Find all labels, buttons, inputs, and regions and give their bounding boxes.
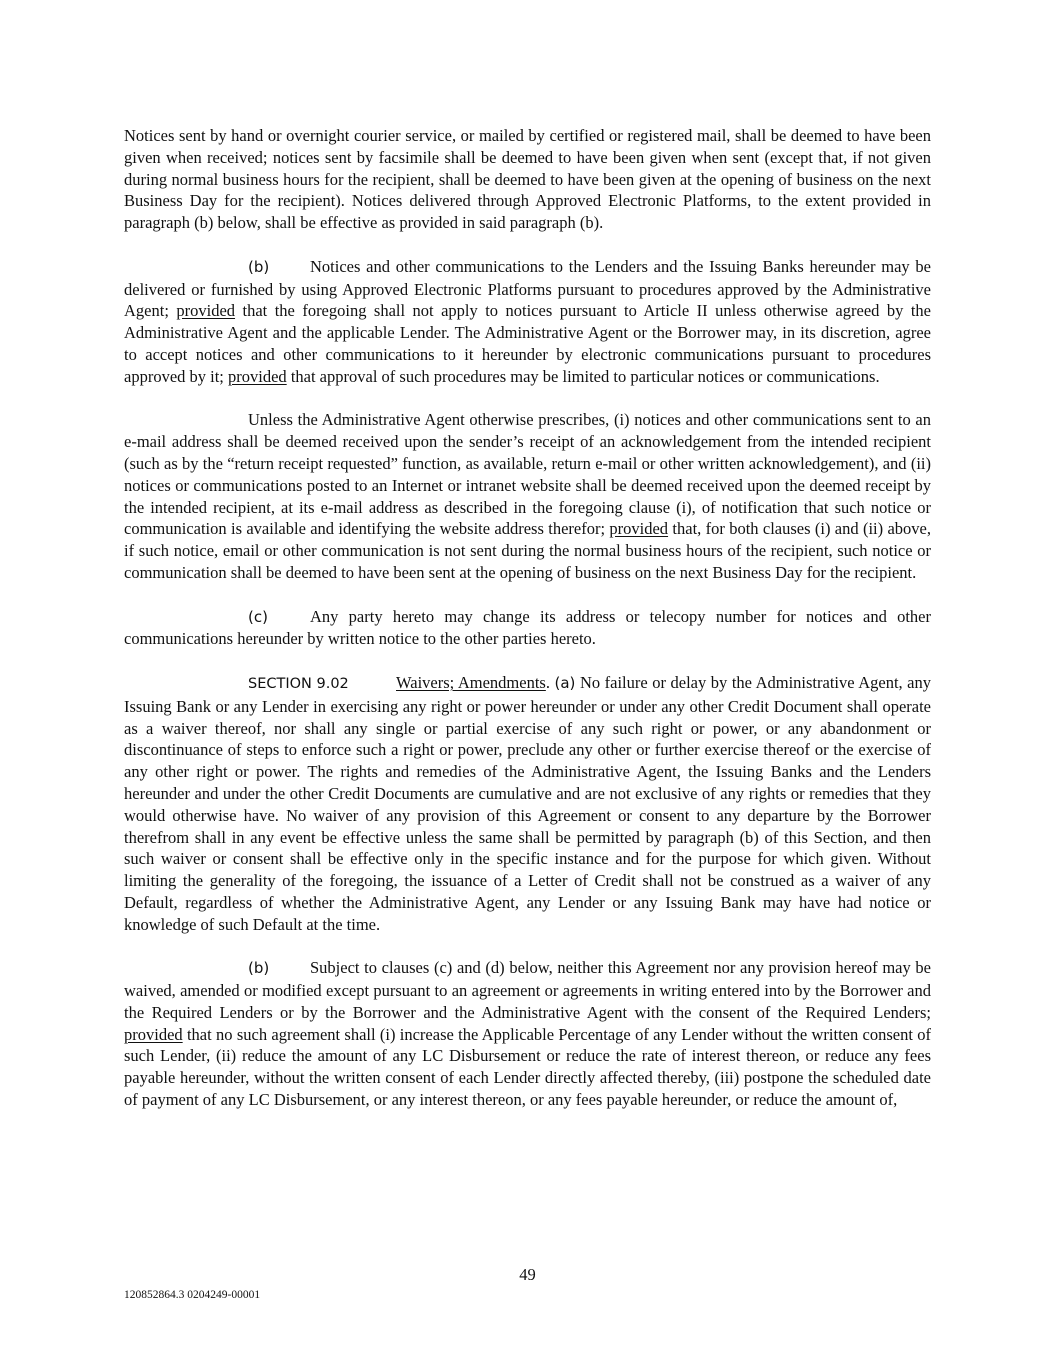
paragraph-text: Notices sent by hand or overnight courier service, or mailed by certified or registered mail, shall be deemed to have been given when received; notices sent by facsimile shall be deemed to have been given when sent (except that, if not given during normal business hours for the recipient, shall be deemed to have been given at the opening of business on the next Business Day for the recipient). Notices delivered through Approved Electronic Platforms, to the extent provided in paragraph (b) below, shall be effective as provided in said paragraph (b). <box>124 126 931 233</box>
document-body <box>124 125 931 1133</box>
provided-term: provided <box>176 301 236 321</box>
paragraph-text: that the foregoing shall not apply to notices pursuant to Article II unless otherwise agreed by the Administrative Agent and the applicable Lender. The Administrative Agent or the Borrower may, in its discretion, agree to accept notices and other communications to it hereunder by electronic communications pursuant to procedures approved by it; <box>124 301 931 386</box>
page-number: 49 <box>519 1265 536 1284</box>
section-9-02-waivers <box>124 672 931 936</box>
paragraph-text: Any party hereto may change its address or telecopy number for notices and other communications hereunder by written notice to the other parties hereto. <box>124 606 931 649</box>
provided-term: provided <box>228 366 287 386</box>
paragraph-text: No failure or delay by the Administrative Agent, any Issuing Bank or any Lender in exercising any right or power hereunder or under any other Credit Document shall operate as a waiver thereof, nor shall any single or partial exercise of any such right or power, or any abandonment or discontinuance of steps to enforce such a right or power, preclude any other or further exercise thereof or the exercise of any other right or power. The rights and remedies of the Administrative Agent, the Issuing Banks and the Lenders hereunder and under the other Credit Documents are cumulative and are not exclusive of any rights or remedies that they would otherwise have. No waiver of any provision of this Agreement or consent to any departure by the Borrower therefrom shall in any event be effective unless the same shall be permitted by paragraph (b) of this Section, and then such waiver or consent shall be effective only in the specific instance and for the purpose for which given. Without limiting the generality of the foregoing, the issuance of a Letter of Credit shall not be construed as a waiver of any Default, regardless of whether the Administrative Agent, any Lender or any Issuing Bank may have had notice or knowledge of such Default at the time. <box>124 672 932 934</box>
paragraph-text: that, for both clauses (i) and (ii) above, if such notice, email or other communication is not sent during the normal business hours of the recipient, such notice or communication shall be deemed to have been sent at the opening of business on the next Business Day for the recipient. <box>124 519 932 582</box>
provided-term: provided <box>124 1024 183 1044</box>
paragraph-notices-delivery <box>124 125 931 234</box>
paragraph-b-electronic-platforms <box>124 256 931 388</box>
paragraph-text: that no such agreement shall (i) increase the Applicable Percentage of any Lender without the written consent of such Lender, (ii) reduce the amount of any LC Disbursement or reduce the rate of interest thereon, or reduce any fees payable hereunder, without the written consent of each Lender directly affected thereby, (iii) postpone the scheduled date of payment of any LC Disbursement, or any interest thereon, or any fees payable hereunder, or reduce the amount of, <box>124 1024 931 1110</box>
document-id: 120852864.3 0204249-00001 <box>124 1289 261 1301</box>
clause-marker-a: (a) <box>554 673 576 692</box>
provided-term: provided <box>609 519 669 539</box>
heading-punctuation: . <box>545 672 555 692</box>
paragraph-b-amendments <box>124 957 931 1111</box>
clause-marker-b: (b) <box>248 959 270 978</box>
paragraph-text: that approval of such procedures may be limited to particular notices or communications. <box>286 366 880 386</box>
paragraph-text: Subject to clauses (c) and (d) below, neither this Agreement nor any provision hereof may be waived, amended or modified except pursuant to an agreement or agreements in writing entered into by the Borrower and the Required Lenders or by the Borrower and the Administrative Agent with the consent of the Required Lenders; <box>124 958 931 1022</box>
paragraph-email-receipt <box>124 409 931 583</box>
clause-marker-c: (c) <box>248 607 268 626</box>
section-heading: Waivers; Amendments <box>396 672 546 692</box>
paragraph-c-address-change <box>124 606 931 651</box>
paragraph-text: Notices and other communications to the Lenders and the Issuing Banks hereunder may be delivered or furnished by using Approved Electronic Platforms pursuant to procedures approved by the Administrative Agent; <box>124 256 931 321</box>
section-number: SECTION 9.02 <box>248 675 349 692</box>
clause-marker-b: (b) <box>248 257 270 276</box>
paragraph-text: Unless the Administrative Agent otherwise prescribes, (i) notices and other communications sent to an e-mail address shall be deemed received upon the sender’s receipt of an acknowledgement from the intended recipient (such as by the “return receipt requested” function, as available, return e-mail or other written acknowledgement), and (ii) notices or communications posted to an Internet or intranet website shall be deemed received upon the deemed receipt by the intended recipient, at its e-mail address as described in the foregoing clause (i), of notification that such notice or communication is available and identifying the website address therefor; <box>124 410 931 539</box>
